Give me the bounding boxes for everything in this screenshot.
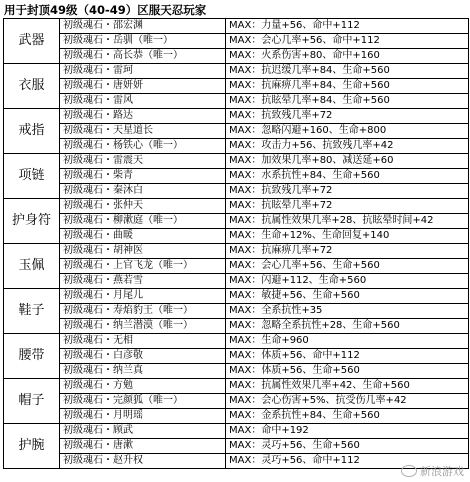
item-cell: 初级魂石・上官飞龙（唯一） <box>60 259 226 274</box>
effect-cell: MAX：抗迟缓几率+84、生命+560 <box>226 64 469 79</box>
effect-cell: MAX：力量+56、命中+112 <box>226 19 469 34</box>
table-row <box>4 94 469 109</box>
table-row <box>4 349 469 364</box>
item-cell: 初级魂石・胡神医 <box>60 244 226 259</box>
table-row <box>4 334 469 349</box>
item-cell: 初级魂石・曲暖 <box>60 229 226 244</box>
category-cell: 衣服 <box>4 64 60 109</box>
category-cell: 玉佩 <box>4 244 60 289</box>
effect-cell: MAX：灵巧+56、生命+560 <box>226 439 469 454</box>
effect-cell: MAX：抗属性效果几率+42、生命+560 <box>226 379 469 394</box>
item-cell: 初级魂石・雷珂 <box>60 64 226 79</box>
effect-cell: MAX：会心几率+56、生命+560 <box>226 259 469 274</box>
effect-cell: MAX：抗致残几率+72 <box>226 109 469 124</box>
category-cell: 腰带 <box>4 334 60 379</box>
category-cell: 护腕 <box>4 424 60 469</box>
table-row <box>4 454 469 469</box>
item-cell: 初级魂石・柳漱庭（唯一） <box>60 214 226 229</box>
item-cell: 初级魂石・雷震天 <box>60 154 226 169</box>
effect-cell: MAX：忽略全系抗性+28、生命+560 <box>226 319 469 334</box>
item-cell: 初级魂石・岳驯（唯一） <box>60 34 226 49</box>
category-cell: 戒指 <box>4 109 60 154</box>
effect-cell: MAX：忽略闪避+160、生命+800 <box>226 124 469 139</box>
table-row <box>4 19 469 34</box>
table-row <box>4 184 469 199</box>
watermark <box>401 463 464 479</box>
category-cell: 项链 <box>4 154 60 199</box>
table-row <box>4 259 469 274</box>
effect-cell: MAX：灵巧+56、命中+112 <box>226 454 469 469</box>
effect-cell: MAX：加效果几率+80、减送延+60 <box>226 154 469 169</box>
item-cell: 初级魂石・方勉 <box>60 379 226 394</box>
soulstone-table <box>3 18 469 469</box>
effect-cell: MAX：体质+56、生命+560 <box>226 364 469 379</box>
effect-cell: MAX：水系抗性+84、生命+560 <box>226 169 469 184</box>
item-cell: 初级魂石・月尾儿 <box>60 289 226 304</box>
effect-cell: MAX：抗眩晕几率+84、生命+560 <box>226 94 469 109</box>
item-cell: 初级魂石・柴青 <box>60 169 226 184</box>
item-cell: 初级魂石・月明瑶 <box>60 409 226 424</box>
sina-logo-icon <box>401 465 417 477</box>
item-cell: 初级魂石・路达 <box>60 109 226 124</box>
effect-cell: MAX：抗眩晕几率+72 <box>226 199 469 214</box>
effect-cell: MAX：抗属性效果几率+28、抗眩晕时间+42 <box>226 214 469 229</box>
category-cell: 帽子 <box>4 379 60 424</box>
item-cell: 初级魂石・顾武 <box>60 424 226 439</box>
table-title: 用于封顶49级（40-49）区服天忍玩家 <box>4 3 207 17</box>
effect-cell: MAX：敏捷+56、生命+560 <box>226 289 469 304</box>
item-cell: 初级魂石・纳兰真 <box>60 364 226 379</box>
item-cell: 初级魂石・张仲天 <box>60 199 226 214</box>
effect-cell: MAX：火系伤害+80、命中+160 <box>226 49 469 64</box>
effect-cell: MAX：金系抗性+84、生命+560 <box>226 409 469 424</box>
category-cell: 护身符 <box>4 199 60 244</box>
effect-cell: MAX：生命+12%、生命回复+140 <box>226 229 469 244</box>
effect-cell: MAX：体质+56、命中+112 <box>226 349 469 364</box>
item-cell: 初级魂石・赵升权 <box>60 454 226 469</box>
item-cell: 初级魂石・无相 <box>60 334 226 349</box>
effect-cell: MAX：命中+192 <box>226 424 469 439</box>
item-cell: 初级魂石・寿焰豹王（唯一） <box>60 304 226 319</box>
item-cell: 初级魂石・杨铁心（唯一） <box>60 139 226 154</box>
item-cell: 初级魂石・天星道长 <box>60 124 226 139</box>
table-row <box>4 34 469 49</box>
table-row <box>4 139 469 154</box>
effect-cell: MAX：抗麻痹几率+84、生命+560 <box>226 79 469 94</box>
item-cell: 初级魂石・高长恭（唯一） <box>60 49 226 64</box>
table-row <box>4 379 469 394</box>
effect-cell: MAX：全系抗性+35 <box>226 304 469 319</box>
effect-cell: MAX：抗致残几率+72 <box>226 184 469 199</box>
table-row <box>4 229 469 244</box>
watermark-text: 新浪游戏 <box>420 465 464 478</box>
table-row <box>4 439 469 454</box>
table-row <box>4 274 469 289</box>
item-cell: 初级魂石・完颜狐（唯一） <box>60 394 226 409</box>
effect-cell: MAX：生命+960 <box>226 334 469 349</box>
table-row <box>4 424 469 439</box>
table-row <box>4 199 469 214</box>
table-row <box>4 154 469 169</box>
item-cell: 初级魂石・雷风 <box>60 94 226 109</box>
effect-cell: MAX：抗麻痹几率+72 <box>226 244 469 259</box>
item-cell: 初级魂石・唐漱 <box>60 439 226 454</box>
effect-cell: MAX：会心伤害+5%、抗受伤几率+42 <box>226 394 469 409</box>
effect-cell: MAX：攻击力+56、抗致残几率+42 <box>226 139 469 154</box>
table-row <box>4 394 469 409</box>
table-body <box>4 19 469 469</box>
table-row <box>4 79 469 94</box>
item-cell: 初级魂石・燕若雪 <box>60 274 226 289</box>
table-row <box>4 49 469 64</box>
item-cell: 初级魂石・唐妍妍 <box>60 79 226 94</box>
table-row <box>4 169 469 184</box>
page <box>3 2 468 469</box>
table-row <box>4 244 469 259</box>
table-row <box>4 304 469 319</box>
table-row <box>4 124 469 139</box>
item-cell: 初级魂石・邵宏渊 <box>60 19 226 34</box>
item-cell: 初级魂石・白彦敬 <box>60 349 226 364</box>
effect-cell: MAX：会心几率+56、命中+112 <box>226 34 469 49</box>
item-cell: 初级魂石・纳兰潜漠（唯一） <box>60 319 226 334</box>
item-cell: 初级魂石・秦沐白 <box>60 184 226 199</box>
table-row <box>4 409 469 424</box>
table-row <box>4 364 469 379</box>
table-row <box>4 289 469 304</box>
table-row <box>4 109 469 124</box>
table-row <box>4 214 469 229</box>
effect-cell: MAX：闪避+112、生命+560 <box>226 274 469 289</box>
table-row <box>4 319 469 334</box>
category-cell: 鞋子 <box>4 289 60 334</box>
category-cell: 武器 <box>4 19 60 64</box>
table-row <box>4 64 469 79</box>
